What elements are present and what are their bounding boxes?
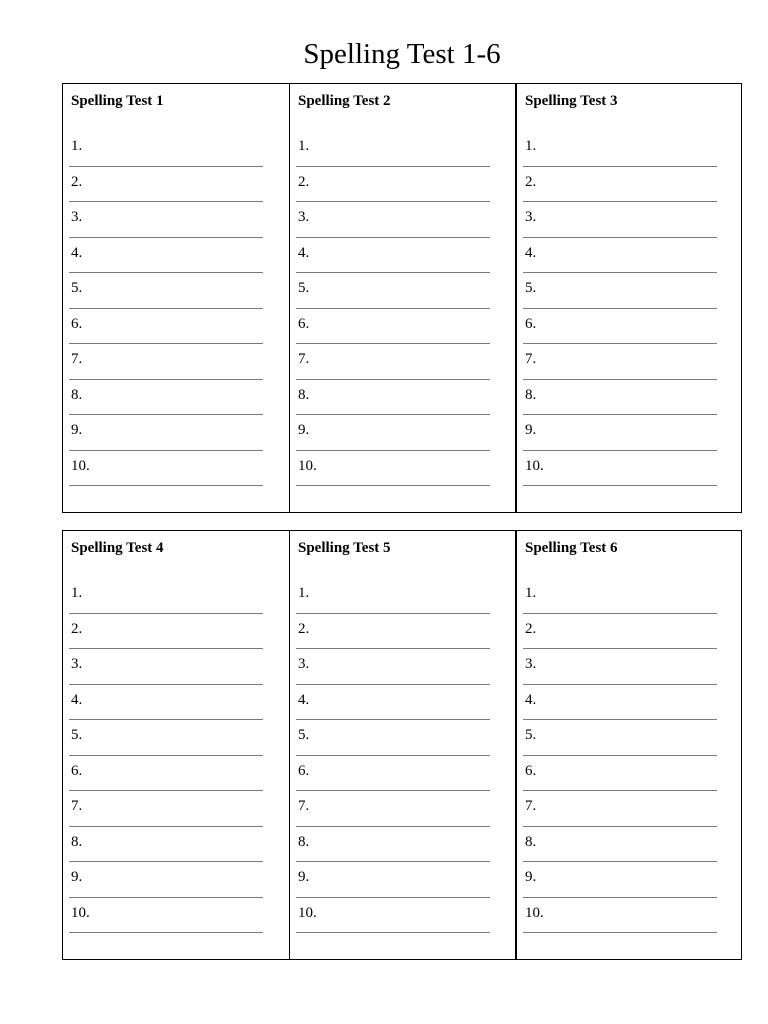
answer-number: 9. (298, 869, 310, 885)
answer-number: 6. (71, 315, 83, 332)
answer-line[interactable] (523, 238, 717, 274)
answer-number: 8. (298, 386, 310, 403)
answer-line[interactable] (523, 202, 717, 238)
answer-line[interactable] (69, 309, 263, 345)
answer-line[interactable] (69, 827, 263, 863)
answer-number: 2. (525, 173, 537, 190)
page-title: Spelling Test 1-6 (303, 38, 501, 70)
answer-line[interactable] (523, 827, 717, 863)
spelling-test-table (62, 83, 742, 513)
answer-number: 4. (71, 244, 83, 261)
spelling-test-column (63, 84, 289, 512)
answer-list (523, 578, 717, 933)
answer-line[interactable] (296, 685, 490, 721)
answer-line[interactable] (69, 756, 263, 792)
answer-line[interactable] (523, 862, 717, 898)
answer-line[interactable] (69, 415, 263, 451)
answer-number: 10. (298, 457, 317, 474)
answer-number: 8. (71, 833, 83, 850)
answer-number: 4. (71, 691, 83, 708)
answer-line[interactable] (523, 578, 717, 614)
answer-number: 10. (71, 904, 90, 921)
answer-line[interactable] (296, 273, 490, 309)
spelling-test-column (63, 531, 289, 959)
answer-number: 7. (71, 351, 83, 367)
spelling-test-column (515, 84, 741, 512)
answer-number: 5. (525, 727, 537, 743)
answer-line[interactable] (296, 202, 490, 238)
answer-line[interactable] (523, 415, 717, 451)
answer-line[interactable] (523, 380, 717, 416)
spelling-test-heading: Spelling Test 3 (525, 93, 618, 109)
spelling-test-heading: Spelling Test 5 (298, 540, 391, 556)
answer-number: 2. (71, 173, 83, 190)
answer-line[interactable] (69, 614, 263, 650)
answer-line[interactable] (69, 451, 263, 487)
answer-number: 9. (298, 422, 310, 438)
answer-number: 5. (525, 280, 537, 296)
answer-line[interactable] (69, 685, 263, 721)
answer-number: 10. (71, 457, 90, 474)
answer-line[interactable] (69, 344, 263, 380)
answer-line[interactable] (523, 649, 717, 685)
answer-line[interactable] (69, 131, 263, 167)
answer-line[interactable] (296, 578, 490, 614)
spelling-test-heading: Spelling Test 4 (71, 540, 164, 556)
answer-line[interactable] (523, 167, 717, 203)
answer-line[interactable] (296, 614, 490, 650)
answer-number: 4. (298, 244, 310, 261)
answer-line[interactable] (296, 309, 490, 345)
answer-line[interactable] (523, 685, 717, 721)
answer-line[interactable] (523, 791, 717, 827)
answer-number: 2. (298, 173, 310, 190)
answer-number: 9. (71, 422, 83, 438)
answer-number: 2. (71, 620, 83, 637)
answer-number: 1. (71, 138, 83, 154)
answer-number: 9. (525, 869, 537, 885)
answer-line[interactable] (296, 720, 490, 756)
answer-number: 5. (71, 727, 83, 743)
answer-number: 7. (298, 351, 310, 367)
answer-line[interactable] (523, 131, 717, 167)
answer-line[interactable] (69, 791, 263, 827)
answer-number: 5. (298, 280, 310, 296)
answer-line[interactable] (296, 380, 490, 416)
answer-number: 10. (298, 904, 317, 921)
answer-line[interactable] (296, 344, 490, 380)
answer-number: 2. (525, 620, 537, 637)
answer-number: 3. (298, 209, 310, 225)
answer-number: 8. (525, 386, 537, 403)
answer-number: 10. (525, 457, 544, 474)
answer-number: 4. (298, 691, 310, 708)
answer-number: 10. (525, 904, 544, 921)
answer-list (523, 131, 717, 486)
answer-number: 8. (525, 833, 537, 850)
answer-line[interactable] (69, 862, 263, 898)
answer-line[interactable] (296, 131, 490, 167)
answer-number: 6. (298, 315, 310, 332)
answer-line[interactable] (296, 167, 490, 203)
answer-line[interactable] (296, 415, 490, 451)
spelling-test-column (289, 84, 515, 512)
answer-number: 7. (525, 351, 537, 367)
spelling-test-column (515, 531, 741, 959)
answer-number: 6. (525, 315, 537, 332)
answer-line[interactable] (69, 238, 263, 274)
answer-number: 8. (71, 386, 83, 403)
answer-line[interactable] (523, 898, 717, 934)
answer-number: 6. (298, 762, 310, 779)
answer-number: 5. (71, 280, 83, 296)
answer-line[interactable] (296, 238, 490, 274)
answer-line[interactable] (296, 791, 490, 827)
answer-number: 3. (525, 656, 537, 672)
spelling-test-heading: Spelling Test 6 (525, 540, 618, 556)
answer-number: 5. (298, 727, 310, 743)
answer-line[interactable] (69, 720, 263, 756)
answer-list (69, 578, 263, 933)
answer-line[interactable] (523, 344, 717, 380)
answer-number: 4. (525, 691, 537, 708)
answer-line[interactable] (69, 273, 263, 309)
answer-number: 1. (298, 585, 310, 601)
answer-number: 7. (298, 798, 310, 814)
answer-number: 3. (71, 209, 83, 225)
answer-line[interactable] (296, 451, 490, 487)
spelling-test-heading: Spelling Test 2 (298, 93, 391, 109)
answer-line[interactable] (69, 167, 263, 203)
answer-number: 9. (525, 422, 537, 438)
answer-line[interactable] (296, 649, 490, 685)
answer-number: 1. (298, 138, 310, 154)
answer-number: 2. (298, 620, 310, 637)
answer-number: 3. (298, 656, 310, 672)
answer-list (296, 131, 490, 486)
answer-line[interactable] (69, 649, 263, 685)
spelling-test-heading: Spelling Test 1 (71, 93, 164, 109)
answer-number: 6. (525, 762, 537, 779)
answer-number: 1. (71, 585, 83, 601)
answer-line[interactable] (523, 720, 717, 756)
answer-number: 7. (71, 798, 83, 814)
answer-number: 3. (71, 656, 83, 672)
answer-list (296, 578, 490, 933)
answer-number: 8. (298, 833, 310, 850)
answer-line[interactable] (69, 380, 263, 416)
answer-line[interactable] (523, 309, 717, 345)
answer-line[interactable] (296, 862, 490, 898)
answer-line[interactable] (523, 614, 717, 650)
answer-number: 1. (525, 585, 537, 601)
answer-line[interactable] (523, 451, 717, 487)
spelling-test-column (289, 531, 515, 959)
answer-line[interactable] (523, 273, 717, 309)
spelling-test-table (62, 530, 742, 960)
answer-line[interactable] (69, 202, 263, 238)
answer-list (69, 131, 263, 486)
answer-number: 4. (525, 244, 537, 261)
answer-number: 7. (525, 798, 537, 814)
answer-line[interactable] (296, 756, 490, 792)
answer-number: 1. (525, 138, 537, 154)
answer-line[interactable] (296, 898, 490, 934)
answer-number: 3. (525, 209, 537, 225)
answer-line[interactable] (69, 578, 263, 614)
answer-number: 6. (71, 762, 83, 779)
answer-line[interactable] (523, 756, 717, 792)
answer-line[interactable] (296, 827, 490, 863)
answer-line[interactable] (69, 898, 263, 934)
answer-number: 9. (71, 869, 83, 885)
